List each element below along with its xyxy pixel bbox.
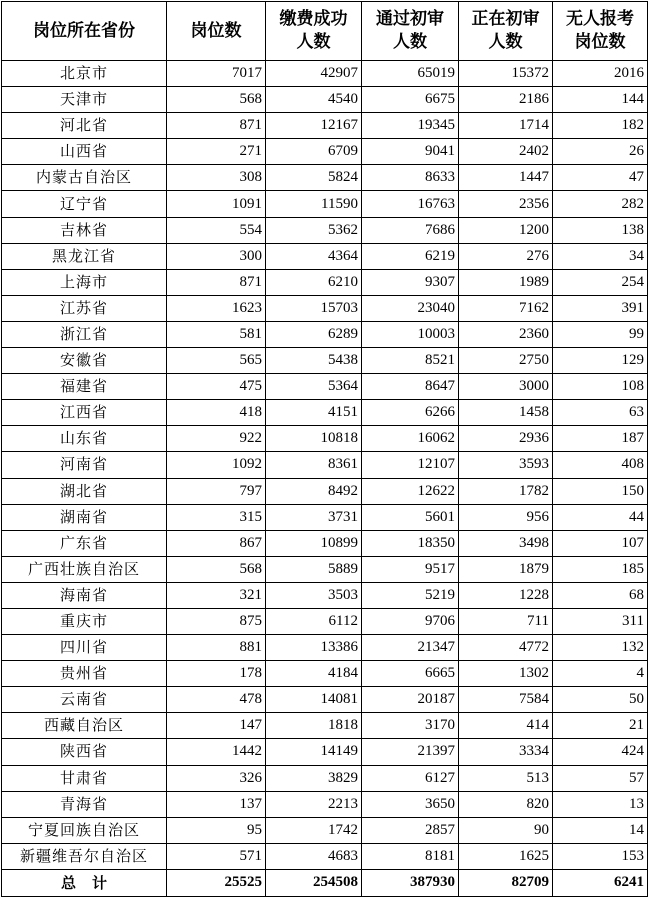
- reviewing-cell: 3334: [459, 739, 553, 765]
- table-row: [2, 817, 648, 843]
- reviewing-cell: 1879: [459, 556, 553, 582]
- paid-cell: 4364: [266, 243, 362, 269]
- table-row: [2, 191, 648, 217]
- passed-cell: 7686: [362, 217, 459, 243]
- passed-cell: 9706: [362, 608, 459, 634]
- paid-cell: 10818: [266, 426, 362, 452]
- table-row: [2, 739, 648, 765]
- reviewing-cell: 1302: [459, 661, 553, 687]
- no-applicant-cell: 153: [553, 843, 648, 869]
- paid-cell: 14081: [266, 687, 362, 713]
- passed-cell: 12622: [362, 478, 459, 504]
- reviewing-cell: 1447: [459, 165, 553, 191]
- table-row: [2, 61, 648, 87]
- passed-cell: 6219: [362, 243, 459, 269]
- table-row: [2, 374, 648, 400]
- table-footer: [2, 869, 648, 896]
- posts-cell: 581: [167, 321, 266, 347]
- no-applicant-cell: 4: [553, 661, 648, 687]
- paid-cell: 11590: [266, 191, 362, 217]
- table-row: [2, 504, 648, 530]
- table-row: [2, 321, 648, 347]
- table-row: [2, 426, 648, 452]
- total-no-applicant: 6241: [553, 869, 648, 896]
- table-row: [2, 635, 648, 661]
- table-row: [2, 348, 648, 374]
- paid-cell: 5824: [266, 165, 362, 191]
- province-cell: 河北省: [2, 113, 167, 139]
- table-row: [2, 139, 648, 165]
- passed-cell: 6665: [362, 661, 459, 687]
- posts-cell: 300: [167, 243, 266, 269]
- reviewing-cell: 414: [459, 713, 553, 739]
- reviewing-cell: 2356: [459, 191, 553, 217]
- reviewing-cell: 1228: [459, 582, 553, 608]
- passed-cell: 3650: [362, 791, 459, 817]
- province-cell: 四川省: [2, 635, 167, 661]
- passed-cell: 23040: [362, 295, 459, 321]
- province-cell: 江西省: [2, 400, 167, 426]
- passed-cell: 21397: [362, 739, 459, 765]
- paid-cell: 6709: [266, 139, 362, 165]
- reviewing-cell: 1989: [459, 269, 553, 295]
- paid-cell: 42907: [266, 61, 362, 87]
- header-no-applicant: 无人报考 岗位数: [553, 2, 648, 61]
- reviewing-cell: 1625: [459, 843, 553, 869]
- total-posts: 25525: [167, 869, 266, 896]
- passed-cell: 19345: [362, 113, 459, 139]
- posts-cell: 797: [167, 478, 266, 504]
- no-applicant-cell: 26: [553, 139, 648, 165]
- passed-cell: 8181: [362, 843, 459, 869]
- no-applicant-cell: 254: [553, 269, 648, 295]
- no-applicant-cell: 282: [553, 191, 648, 217]
- reviewing-cell: 1714: [459, 113, 553, 139]
- no-applicant-cell: 391: [553, 295, 648, 321]
- paid-cell: 12167: [266, 113, 362, 139]
- no-applicant-cell: 99: [553, 321, 648, 347]
- posts-cell: 147: [167, 713, 266, 739]
- passed-cell: 5601: [362, 504, 459, 530]
- table-body: [2, 61, 648, 870]
- header-reviewing: 正在初审 人数: [459, 2, 553, 61]
- passed-cell: 6675: [362, 87, 459, 113]
- no-applicant-cell: 107: [553, 530, 648, 556]
- no-applicant-cell: 68: [553, 582, 648, 608]
- provincial-registration-table: [1, 1, 648, 897]
- province-cell: 上海市: [2, 269, 167, 295]
- table-header: [2, 2, 648, 61]
- no-applicant-cell: 187: [553, 426, 648, 452]
- reviewing-cell: 3593: [459, 452, 553, 478]
- passed-cell: 6127: [362, 765, 459, 791]
- header-province: 岗位所在省份: [2, 2, 167, 61]
- passed-cell: 2857: [362, 817, 459, 843]
- posts-cell: 1442: [167, 739, 266, 765]
- posts-cell: 565: [167, 348, 266, 374]
- no-applicant-cell: 132: [553, 635, 648, 661]
- posts-cell: 571: [167, 843, 266, 869]
- paid-cell: 10899: [266, 530, 362, 556]
- no-applicant-cell: 50: [553, 687, 648, 713]
- table-row: [2, 608, 648, 634]
- no-applicant-cell: 47: [553, 165, 648, 191]
- posts-cell: 875: [167, 608, 266, 634]
- reviewing-cell: 90: [459, 817, 553, 843]
- paid-cell: 5364: [266, 374, 362, 400]
- posts-cell: 178: [167, 661, 266, 687]
- paid-cell: 3731: [266, 504, 362, 530]
- posts-cell: 871: [167, 269, 266, 295]
- total-reviewing: 82709: [459, 869, 553, 896]
- paid-cell: 5438: [266, 348, 362, 374]
- no-applicant-cell: 44: [553, 504, 648, 530]
- no-applicant-cell: 424: [553, 739, 648, 765]
- paid-cell: 8361: [266, 452, 362, 478]
- passed-cell: 65019: [362, 61, 459, 87]
- posts-cell: 418: [167, 400, 266, 426]
- passed-cell: 8647: [362, 374, 459, 400]
- no-applicant-cell: 2016: [553, 61, 648, 87]
- province-cell: 海南省: [2, 582, 167, 608]
- province-cell: 重庆市: [2, 608, 167, 634]
- table-row: [2, 582, 648, 608]
- no-applicant-cell: 108: [553, 374, 648, 400]
- province-cell: 内蒙古自治区: [2, 165, 167, 191]
- passed-cell: 9041: [362, 139, 459, 165]
- table-row: [2, 400, 648, 426]
- reviewing-cell: 7162: [459, 295, 553, 321]
- reviewing-cell: 1458: [459, 400, 553, 426]
- reviewing-cell: 1200: [459, 217, 553, 243]
- no-applicant-cell: 185: [553, 556, 648, 582]
- posts-cell: 95: [167, 817, 266, 843]
- table-row: [2, 217, 648, 243]
- province-cell: 吉林省: [2, 217, 167, 243]
- table-row: [2, 165, 648, 191]
- province-cell: 山西省: [2, 139, 167, 165]
- reviewing-cell: 513: [459, 765, 553, 791]
- province-cell: 江苏省: [2, 295, 167, 321]
- no-applicant-cell: 13: [553, 791, 648, 817]
- no-applicant-cell: 14: [553, 817, 648, 843]
- province-cell: 福建省: [2, 374, 167, 400]
- paid-cell: 3503: [266, 582, 362, 608]
- passed-cell: 20187: [362, 687, 459, 713]
- passed-cell: 16062: [362, 426, 459, 452]
- reviewing-cell: 3498: [459, 530, 553, 556]
- passed-cell: 5219: [362, 582, 459, 608]
- passed-cell: 10003: [362, 321, 459, 347]
- province-cell: 广东省: [2, 530, 167, 556]
- posts-cell: 867: [167, 530, 266, 556]
- paid-cell: 5889: [266, 556, 362, 582]
- table-row: [2, 478, 648, 504]
- no-applicant-cell: 57: [553, 765, 648, 791]
- posts-cell: 1623: [167, 295, 266, 321]
- reviewing-cell: 4772: [459, 635, 553, 661]
- posts-cell: 308: [167, 165, 266, 191]
- province-cell: 天津市: [2, 87, 167, 113]
- paid-cell: 6210: [266, 269, 362, 295]
- posts-cell: 475: [167, 374, 266, 400]
- table-row: [2, 243, 648, 269]
- header-paid: 缴费成功 人数: [266, 2, 362, 61]
- province-cell: 贵州省: [2, 661, 167, 687]
- paid-cell: 2213: [266, 791, 362, 817]
- total-row: [2, 869, 648, 896]
- table-row: [2, 765, 648, 791]
- no-applicant-cell: 144: [553, 87, 648, 113]
- posts-cell: 326: [167, 765, 266, 791]
- paid-cell: 4540: [266, 87, 362, 113]
- table-row: [2, 687, 648, 713]
- no-applicant-cell: 182: [553, 113, 648, 139]
- paid-cell: 5362: [266, 217, 362, 243]
- province-cell: 甘肃省: [2, 765, 167, 791]
- reviewing-cell: 2360: [459, 321, 553, 347]
- no-applicant-cell: 311: [553, 608, 648, 634]
- table-row: [2, 713, 648, 739]
- posts-cell: 7017: [167, 61, 266, 87]
- province-cell: 黑龙江省: [2, 243, 167, 269]
- paid-cell: 4683: [266, 843, 362, 869]
- reviewing-cell: 956: [459, 504, 553, 530]
- province-cell: 宁夏回族自治区: [2, 817, 167, 843]
- paid-cell: 3829: [266, 765, 362, 791]
- reviewing-cell: 820: [459, 791, 553, 817]
- paid-cell: 13386: [266, 635, 362, 661]
- posts-cell: 321: [167, 582, 266, 608]
- posts-cell: 478: [167, 687, 266, 713]
- province-cell: 湖北省: [2, 478, 167, 504]
- province-cell: 新疆维吾尔自治区: [2, 843, 167, 869]
- table-row: [2, 113, 648, 139]
- passed-cell: 8521: [362, 348, 459, 374]
- posts-cell: 1092: [167, 452, 266, 478]
- no-applicant-cell: 150: [553, 478, 648, 504]
- paid-cell: 6112: [266, 608, 362, 634]
- province-cell: 广西壮族自治区: [2, 556, 167, 582]
- table-row: [2, 791, 648, 817]
- province-cell: 陕西省: [2, 739, 167, 765]
- passed-cell: 3170: [362, 713, 459, 739]
- no-applicant-cell: 21: [553, 713, 648, 739]
- header-posts: 岗位数: [167, 2, 266, 61]
- posts-cell: 315: [167, 504, 266, 530]
- province-cell: 山东省: [2, 426, 167, 452]
- total-label: 总计: [2, 869, 167, 896]
- passed-cell: 21347: [362, 635, 459, 661]
- province-cell: 西藏自治区: [2, 713, 167, 739]
- reviewing-cell: 15372: [459, 61, 553, 87]
- no-applicant-cell: 63: [553, 400, 648, 426]
- paid-cell: 4151: [266, 400, 362, 426]
- posts-cell: 568: [167, 87, 266, 113]
- total-passed: 387930: [362, 869, 459, 896]
- province-cell: 河南省: [2, 452, 167, 478]
- no-applicant-cell: 138: [553, 217, 648, 243]
- stats-table-container: [1, 1, 648, 897]
- passed-cell: 18350: [362, 530, 459, 556]
- province-cell: 北京市: [2, 61, 167, 87]
- posts-cell: 922: [167, 426, 266, 452]
- paid-cell: 1742: [266, 817, 362, 843]
- reviewing-cell: 1782: [459, 478, 553, 504]
- posts-cell: 1091: [167, 191, 266, 217]
- posts-cell: 271: [167, 139, 266, 165]
- posts-cell: 881: [167, 635, 266, 661]
- paid-cell: 1818: [266, 713, 362, 739]
- province-cell: 云南省: [2, 687, 167, 713]
- table-row: [2, 269, 648, 295]
- table-row: [2, 661, 648, 687]
- passed-cell: 6266: [362, 400, 459, 426]
- passed-cell: 12107: [362, 452, 459, 478]
- posts-cell: 137: [167, 791, 266, 817]
- table-row: [2, 843, 648, 869]
- table-row: [2, 295, 648, 321]
- posts-cell: 568: [167, 556, 266, 582]
- paid-cell: 15703: [266, 295, 362, 321]
- province-cell: 湖南省: [2, 504, 167, 530]
- header-passed: 通过初审 人数: [362, 2, 459, 61]
- passed-cell: 16763: [362, 191, 459, 217]
- passed-cell: 8633: [362, 165, 459, 191]
- reviewing-cell: 2936: [459, 426, 553, 452]
- province-cell: 浙江省: [2, 321, 167, 347]
- passed-cell: 9307: [362, 269, 459, 295]
- province-cell: 辽宁省: [2, 191, 167, 217]
- table-row: [2, 556, 648, 582]
- table-row: [2, 452, 648, 478]
- passed-cell: 9517: [362, 556, 459, 582]
- no-applicant-cell: 408: [553, 452, 648, 478]
- paid-cell: 4184: [266, 661, 362, 687]
- table-row: [2, 530, 648, 556]
- total-paid: 254508: [266, 869, 362, 896]
- reviewing-cell: 711: [459, 608, 553, 634]
- reviewing-cell: 3000: [459, 374, 553, 400]
- paid-cell: 6289: [266, 321, 362, 347]
- reviewing-cell: 7584: [459, 687, 553, 713]
- no-applicant-cell: 129: [553, 348, 648, 374]
- paid-cell: 8492: [266, 478, 362, 504]
- province-cell: 青海省: [2, 791, 167, 817]
- reviewing-cell: 2186: [459, 87, 553, 113]
- paid-cell: 14149: [266, 739, 362, 765]
- province-cell: 安徽省: [2, 348, 167, 374]
- table-row: [2, 87, 648, 113]
- no-applicant-cell: 34: [553, 243, 648, 269]
- header-row: [2, 2, 648, 61]
- posts-cell: 871: [167, 113, 266, 139]
- posts-cell: 554: [167, 217, 266, 243]
- reviewing-cell: 2402: [459, 139, 553, 165]
- reviewing-cell: 276: [459, 243, 553, 269]
- reviewing-cell: 2750: [459, 348, 553, 374]
